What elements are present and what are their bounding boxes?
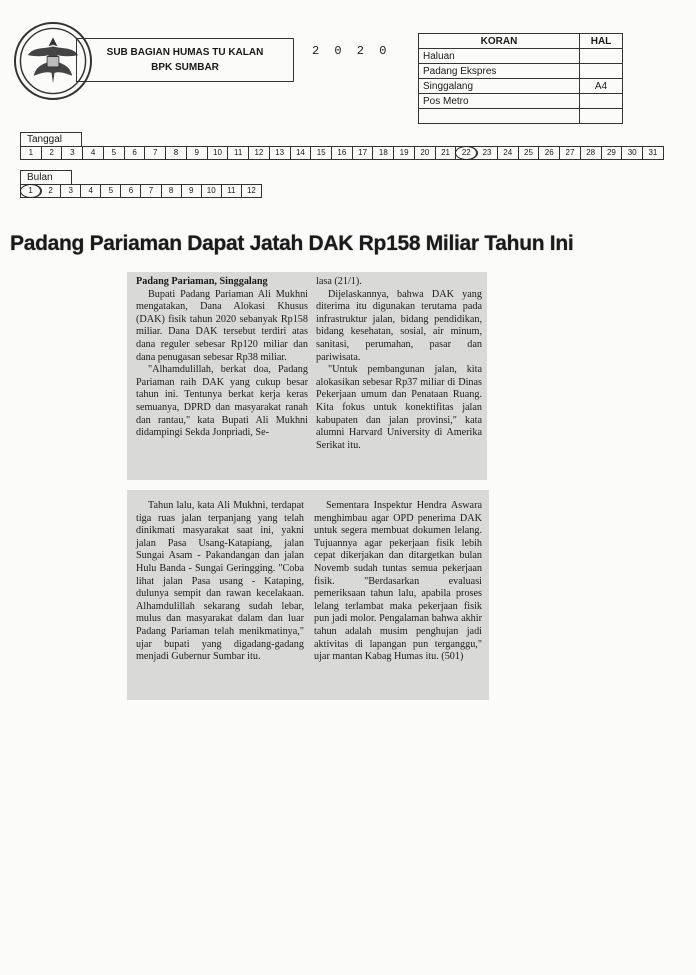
article-headline: Padang Pariaman Dapat Jatah DAK Rp158 Miliar Tahun Ini: [10, 232, 574, 255]
tanggal-day-cell: 2: [42, 147, 63, 159]
tanggal-day-cell: 8: [166, 147, 187, 159]
article-column-3: [136, 500, 304, 664]
tanggal-block: [20, 132, 664, 160]
tanggal-day-cell: 9: [187, 147, 208, 159]
tanggal-day-cell: 18: [373, 147, 394, 159]
article-paragraph: Bupati Padang Pariaman Ali Mukhni mengatakan, Dana Alokasi Khusus (DAK) fisik tahun 2020 sebanyak Rp158 miliar. Dana DAK tersebut terdiri atas dana reguler sebesar Rp120 miliar dan dana penugasan sebesar Rp38 miliar.: [136, 288, 308, 363]
article-paragraph: Sementara Inspektur Hendra Aswara menghimbau agar OPD penerima DAK untuk segera membuat dokumen lelang. Tujuannya agar pekerjaan fisik lebih cepat dikerjakan dan ditargetkan bulan Novemb sudah tuntas semua pekerjaan fisik. "Berdasarkan evaluasi pemeriksaan tahun lalu, apabila proses lelang terlambat maka pekerjaan fisik pun jadi molor. Pengalaman bahwa akhir tahun adalah musim penghujan jadi aktivitas di lapangan pun terganggu," ujar mantan Kabag Humas itu. (501): [314, 500, 482, 663]
newspaper-name: Haluan: [419, 49, 580, 64]
bulan-month-cell: 3: [61, 185, 81, 197]
bulan-month-cell: 2: [41, 185, 61, 197]
article-paragraph: Tahun lalu, kata Ali Mukhni, terdapat tiga ruas jalan terpanjang yang telah dinikmati masyarakat saat ini, yakni jalan Pasa Usang-Katapiang, jalan Sungai Asam - Pakandangan dan jalan Hulu Banda - Sungai Geringging. "Coba lihat jalan Pasa usang - Kataping, dulunya sempit dan rawan kecelakaan. Alhamdulillah sekarang sudah lebar, mulus dan masyarakat dalam dan luar Padang Pariaman telah menikmatinya," ujar bupati yang digadang-gadang menjadi Gubernur Sumbar itu.: [136, 500, 304, 663]
tanggal-day-cell: 21: [436, 147, 457, 159]
tanggal-day-cell: 10: [208, 147, 229, 159]
tanggal-day-cell: 13: [270, 147, 291, 159]
article-paragraph: Dijelaskannya, bahwa DAK yang diterima itu digunakan terutama pada infrastruktur jalan, bidang pendidikan, bidang kesehatan, sosial, air minum, sanitasi, perumahan, pasar dan pariwisata.: [316, 288, 482, 363]
tanggal-day-cell: 23: [477, 147, 498, 159]
bulan-row: [20, 184, 262, 198]
bulan-month-cell: 7: [141, 185, 161, 197]
newspaper-name: Pos Metro: [419, 94, 580, 109]
tanggal-day-cell: 12: [249, 147, 270, 159]
tanggal-day-cell: 20: [415, 147, 436, 159]
tanggal-row: [20, 146, 664, 160]
tanggal-day-cell: 4: [83, 147, 104, 159]
bulan-month-cell: 11: [222, 185, 242, 197]
tanggal-label: Tanggal: [20, 132, 82, 146]
tanggal-day-cell: 15: [311, 147, 332, 159]
bulan-month-cell: 6: [121, 185, 141, 197]
page-cell: [580, 49, 623, 64]
article-column-1: [136, 276, 308, 440]
tanggal-day-cell: 27: [560, 147, 581, 159]
tanggal-day-cell: 17: [353, 147, 374, 159]
bulan-month-cell: 9: [182, 185, 202, 197]
tanggal-day-cell: 28: [581, 147, 602, 159]
bulan-month-cell: 4: [81, 185, 101, 197]
tanggal-day-cell: 31: [648, 148, 658, 157]
tanggal-day-cell: 19: [394, 147, 415, 159]
office-line1: SUB BAGIAN HUMAS TU KALAN: [106, 47, 264, 58]
hal-header: HAL: [580, 34, 623, 49]
year-stamp: 2 0 2 0: [312, 44, 391, 58]
tanggal-day-cell: 7: [145, 147, 166, 159]
office-header: [76, 38, 294, 82]
article-paragraph: "Alhamdulillah, berkat doa, Padang Pariaman raih DAK yang cukup besar tahun ini. Tentunya berkat kerja keras semuanya, DPRD dan masyarakat ranah dan rantau," kata Bupati Ali Mukhni didampingi Sekda Jonpriadi, Se-: [136, 364, 308, 439]
tanggal-day-cell: 24: [498, 147, 519, 159]
bulan-month-cell: 12: [246, 186, 256, 195]
newspaper-name: Padang Ekspres: [419, 64, 580, 79]
page-cell: [580, 64, 623, 79]
tanggal-day-cell: 3: [62, 147, 83, 159]
article-column-4: [314, 500, 482, 664]
tanggal-day-cell: 16: [332, 147, 353, 159]
tanggal-day-cell: 25: [519, 147, 540, 159]
tanggal-day-cell: 6: [125, 147, 146, 159]
article-column-2: [316, 276, 482, 452]
bulan-label: Bulan: [20, 170, 72, 184]
article-paragraph: "Untuk pembangunan jalan, kita alokasikan sebesar Rp37 miliar di Dinas Pekerjaan umum dan Penataan Ruang. Kita fokus untuk konektifitas jalan kabupaten dan jalan provinsi," kata alumni Harvard University di Amerika Serikat itu.: [316, 364, 482, 451]
tanggal-day-cell: 1: [21, 147, 42, 159]
page-cell: A4: [580, 79, 623, 94]
office-line2: BPK SUMBAR: [151, 62, 219, 73]
bulan-block: [20, 170, 262, 198]
bulan-month-cell: 1: [21, 185, 41, 197]
tanggal-day-cell: 29: [602, 147, 623, 159]
article-paragraph: lasa (21/1).: [316, 276, 362, 287]
bulan-month-cell: 8: [162, 185, 182, 197]
newspaper-name: [419, 109, 580, 124]
tanggal-day-cell: 14: [291, 147, 312, 159]
tanggal-day-cell: 22: [456, 147, 477, 159]
tanggal-day-cell: 30: [622, 147, 643, 159]
newspaper-table: [418, 33, 623, 124]
bulan-month-cell: 5: [101, 185, 121, 197]
bulan-month-cell: 10: [202, 185, 222, 197]
tanggal-day-cell: 26: [539, 147, 560, 159]
tanggal-day-cell: 5: [104, 147, 125, 159]
page-cell: [580, 94, 623, 109]
newspaper-name: Singgalang: [419, 79, 580, 94]
tanggal-day-cell: 11: [228, 147, 249, 159]
article-dateline: Padang Pariaman, Singgalang: [136, 276, 268, 287]
page-cell: [580, 109, 623, 124]
koran-header: KORAN: [419, 34, 580, 49]
